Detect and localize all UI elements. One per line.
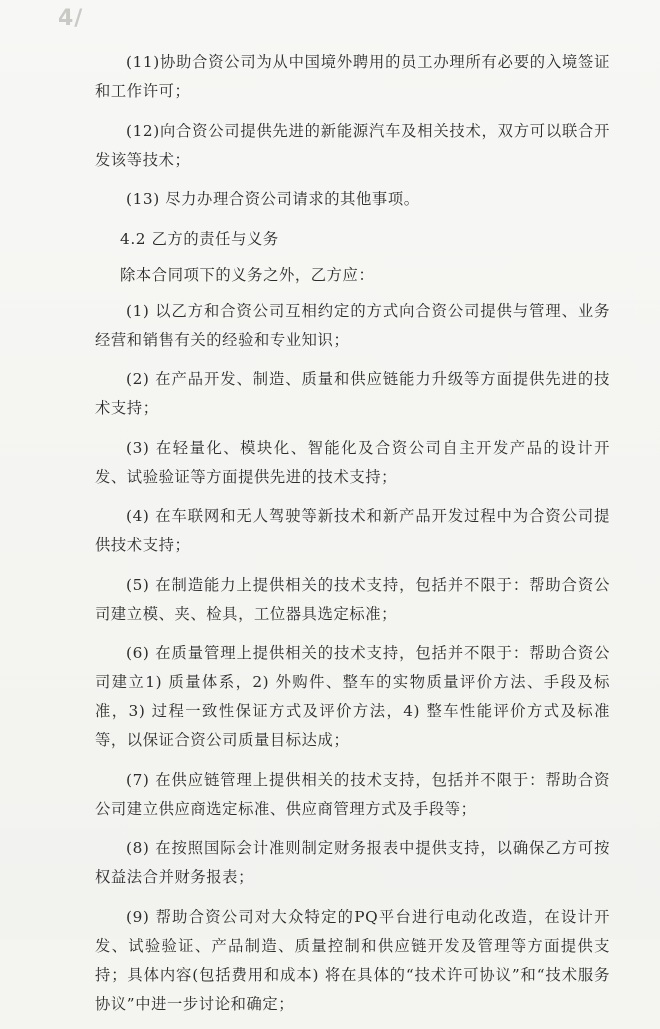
- clause-b8: (8) 在按照国际会计准则制定财务报表中提供支持，以确保乙方可按权益法合并财务报表；: [95, 839, 610, 886]
- clause-13: (13) 尽力办理合资公司请求的其他事项。: [126, 190, 420, 208]
- page-number: 4/: [58, 6, 84, 31]
- clause-b7: (7) 在供应链管理上提供相关的技术支持，包括并不限于：帮助合资公司建立供应商选定标准、供应商管理方式及手段等；: [95, 770, 610, 818]
- clause-b6: (6) 在质量管理上提供相关的技术支持，包括并不限于：帮助合资公司建立1) 质量体系，2) 外购件、整车的实物质量评价方法、手段及标准，3) 过程一致性保证方式及评价方法，4) 整车性能评价方式及标准等，以保证合资公司质量目标达成；: [95, 644, 610, 749]
- clause-12: (12)向合资公司提供先进的新能源汽车及相关技术，双方可以联合开发该等技术；: [95, 121, 610, 169]
- clause-b3: (3) 在轻量化、模块化、智能化及合资公司自主开发产品的设计开发、试验验证等方面提供先进的技术支持；: [95, 438, 610, 486]
- clause-b9: (9) 帮助合资公司对大众特定的PQ平台进行电动化改造，在设计开发、试验验证、产品制造、质量控制和供应链开发及管理等方面提供支持；具体内容(包括费用和成本) 将在具体的“技术许可协议”和“技术服务协议”中进一步讨论和确定；: [95, 907, 610, 1013]
- section-heading: 4.2 乙方的责任与义务: [120, 229, 279, 248]
- clause-b5: (5) 在制造能力上提供相关的技术支持，包括并不限于：帮助合资公司建立模、夹、检具，工位器具选定标准；: [95, 575, 610, 623]
- clause-b4: (4) 在车联网和无人驾驶等新技术和新产品开发过程中为合资公司提供技术支持；: [95, 507, 610, 554]
- section-intro: 除本合同项下的义务之外，乙方应：: [120, 265, 375, 284]
- clause-b2: (2) 在产品开发、制造、质量和供应链能力升级等方面提供先进的技术支持；: [95, 370, 610, 417]
- document-body: [95, 48, 610, 1029]
- clause-11: (11)协助合资公司为从中国境外聘用的员工办理所有必要的入境签证和工作许可；: [95, 53, 610, 100]
- clause-b1: (1) 以乙方和合资公司互相约定的方式向合资公司提供与管理、业务经营和销售有关的经验和专业知识；: [95, 301, 610, 349]
